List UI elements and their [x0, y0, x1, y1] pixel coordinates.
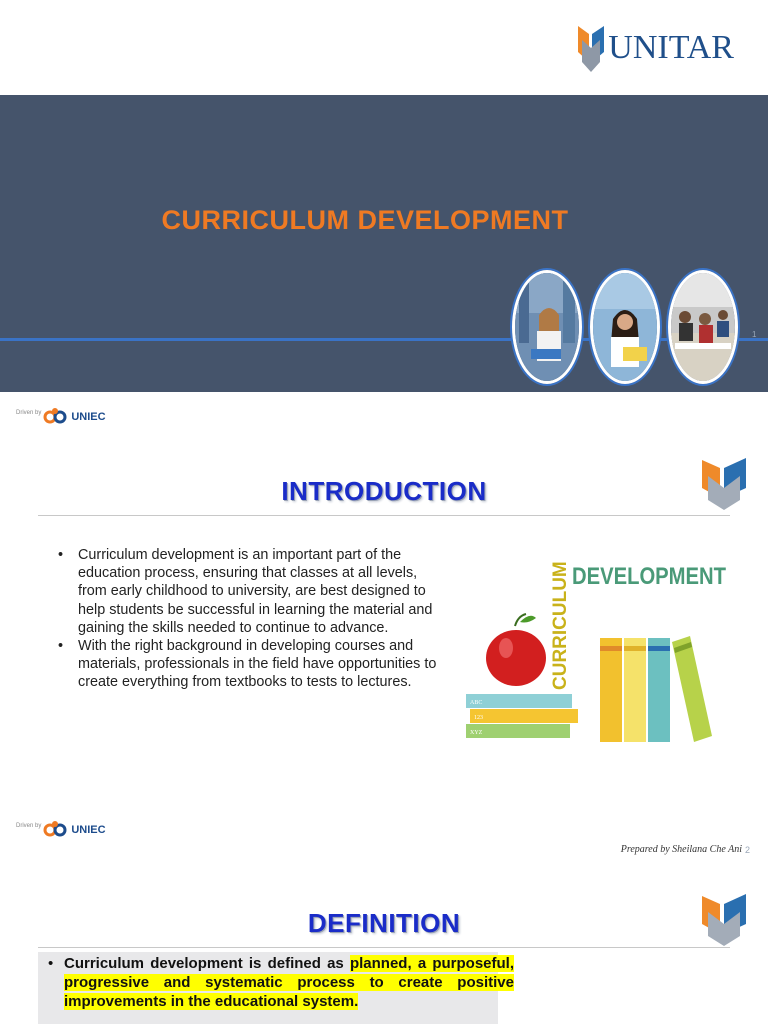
title-slide — [0, 0, 768, 392]
section-heading: DEFINITION — [307, 908, 461, 938]
intro-bullet: • Curriculum development is an important part of the education process, ensuring that classes at all levels, from early childhood to university, are best designed to help students be successful in learning the material and gaining the skills needed to continue to advance. — [58, 546, 448, 637]
unitar-emblem-icon — [576, 22, 606, 74]
intro-bullet-list — [58, 546, 448, 692]
book-label: ABC — [470, 700, 483, 706]
uniec-emblem-icon — [43, 820, 69, 840]
page-number: 2 — [744, 845, 750, 855]
heading-divider — [38, 515, 730, 516]
unitar-wordmark: UNITAR — [608, 29, 734, 66]
driven-by-uniec-logo — [16, 820, 106, 840]
student-photo-1 — [512, 270, 582, 384]
introduction-slide — [0, 392, 768, 870]
definition-highlight: planned, a purposeful, progressive and systematic process to create positive improvements in the educational system. — [64, 955, 515, 1010]
slide-title: CURRICULUM DEVELOPMENT — [161, 205, 569, 235]
intro-bullet: • With the right background in developing courses and materials, professionals in the field have opportunities to create everything from textbooks to tests to lectures. — [58, 637, 448, 692]
driven-by-label: Driven by — [16, 410, 42, 416]
page-number: 1 — [752, 330, 757, 339]
definition-intro: Curriculum development is defined as — [64, 955, 344, 972]
section-heading: INTRODUCTION — [281, 476, 487, 506]
curriculum-illustration — [460, 552, 740, 752]
student-photo-3 — [668, 270, 738, 384]
curriculum-vertical-text: CURRICULUM — [550, 561, 571, 690]
uniec-emblem-icon — [43, 407, 69, 427]
driven-by-label: Driven by — [16, 823, 42, 829]
uniec-wordmark: UNIEC — [71, 824, 106, 836]
uniec-wordmark: UNIEC — [71, 411, 106, 423]
development-text: DEVELOPMENT — [572, 563, 727, 590]
book-label: XYZ — [470, 730, 483, 736]
driven-by-uniec-logo — [16, 407, 106, 427]
unitar-logo — [576, 22, 734, 74]
definition-text — [44, 954, 514, 1011]
heading-divider — [38, 947, 730, 948]
definition-slide — [0, 870, 768, 1024]
prepared-by-signature: Prepared by Sheilana Che Ani — [620, 844, 742, 855]
book-label: 123 — [474, 715, 483, 721]
student-photo-2 — [590, 270, 660, 384]
